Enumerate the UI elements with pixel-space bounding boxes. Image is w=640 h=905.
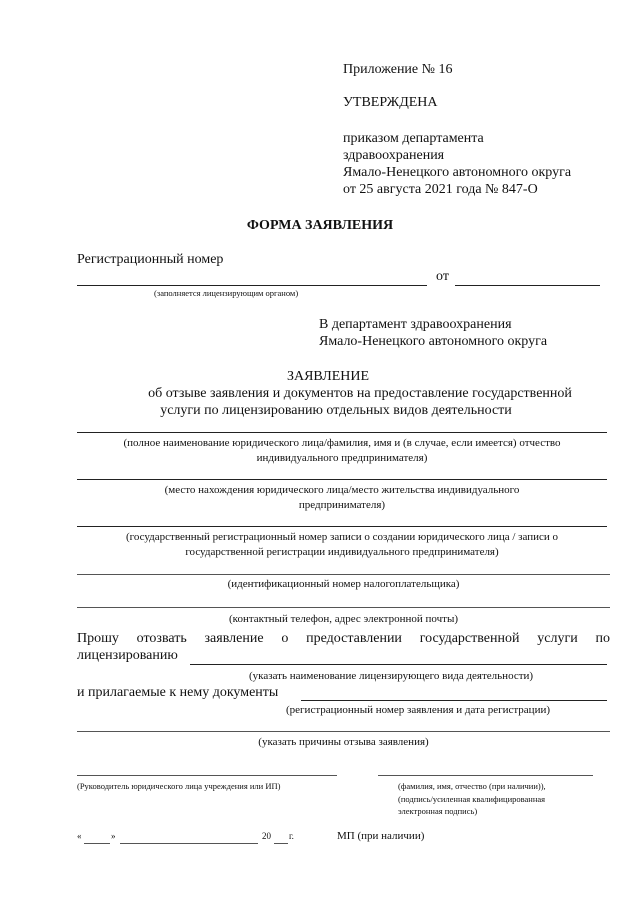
registration-number-line xyxy=(77,285,427,286)
date-open-quote: « xyxy=(77,831,82,841)
request-line-2: лицензированию xyxy=(77,648,178,663)
approved-label: УТВЕРЖДЕНА xyxy=(343,95,438,110)
inn-line xyxy=(77,574,610,575)
state-reg-hint-2: государственной регистрации индивидуального предпринимателя) xyxy=(185,546,499,558)
contact-hint: (контактный телефон, адрес электронной почты) xyxy=(229,613,458,625)
registration-from-label: от xyxy=(436,269,449,284)
addressee-line-2: Ямало-Ненецкого автономного округа xyxy=(319,334,548,349)
date-year-prefix: 20 xyxy=(262,831,271,841)
activity-line xyxy=(190,664,607,665)
order-line-3: Ямало-Ненецкого автономного округа xyxy=(343,165,572,180)
state-reg-hint-1: (государственный регистрационный номер записи о создании юридического лица / записи о xyxy=(125,531,559,543)
head-signature-line xyxy=(77,775,337,776)
registration-date-line xyxy=(455,285,600,286)
application-title: ЗАЯВЛЕНИЕ xyxy=(286,369,370,384)
addressee-line-1: В департамент здравоохранения xyxy=(319,317,512,332)
appendix-number: Приложение № 16 xyxy=(343,62,453,77)
application-subtitle-line-2: услуги по лицензированию отдельных видов деятельности xyxy=(160,403,512,418)
reason-hint: (указать причины отзыва заявления) xyxy=(258,736,429,748)
reason-line xyxy=(77,731,610,732)
docs-line xyxy=(301,700,607,701)
head-hint: (Руководитель юридического лица учреждения или ИП) xyxy=(77,781,281,791)
name-signature-line xyxy=(378,775,593,776)
name-hint-3: электронная подпись) xyxy=(398,806,478,816)
order-line-4: от 25 августа 2021 года № 847-О xyxy=(343,182,538,197)
registration-hint: (заполняется лицензирующим органом) xyxy=(154,288,299,298)
order-line-2: здравоохранения xyxy=(343,148,445,163)
date-year-line xyxy=(274,843,288,844)
stamp-label: МП (при наличии) xyxy=(337,830,425,842)
form-title: ФОРМА ЗАЯВЛЕНИЯ xyxy=(246,218,394,233)
location-line xyxy=(77,479,607,480)
name-hint-2: (подпись/усиленная квалифицированная xyxy=(398,794,546,804)
state-reg-line xyxy=(77,526,607,527)
docs-hint: (регистрационный номер заявления и дата регистрации) xyxy=(286,704,550,716)
entity-name-hint-1: (полное наименование юридического лица/фамилия, имя и (в случае, если имеется) отчество xyxy=(123,437,561,449)
request-line-1: Прошу отозвать заявление о предоставлении государственной услуги по xyxy=(77,631,610,646)
contact-line xyxy=(77,607,610,608)
entity-name-hint-2: индивидуального предпринимателя) xyxy=(256,452,428,464)
name-hint-1: (фамилия, имя, отчество (при наличии)), xyxy=(398,781,546,791)
date-close-quote: » xyxy=(111,831,116,841)
registration-label: Регистрационный номер xyxy=(77,252,224,267)
order-line-1: приказом департамента xyxy=(343,131,484,146)
date-day-line xyxy=(84,843,110,844)
location-hint-2: предпринимателя) xyxy=(298,499,386,511)
entity-name-line xyxy=(77,432,607,433)
activity-hint: (указать наименование лицензирующего вида деятельности) xyxy=(249,670,534,682)
location-hint-1: (место нахождения юридического лица/место жительства индивидуального xyxy=(164,484,520,496)
date-month-line xyxy=(120,843,258,844)
application-subtitle-line-1: об отзыве заявления и документов на предоставление государственной xyxy=(148,386,572,401)
docs-label: и прилагаемые к нему документы xyxy=(77,685,279,700)
inn-hint: (идентификационный номер налогоплательщика) xyxy=(227,578,460,590)
date-year-suffix: г. xyxy=(289,831,294,841)
